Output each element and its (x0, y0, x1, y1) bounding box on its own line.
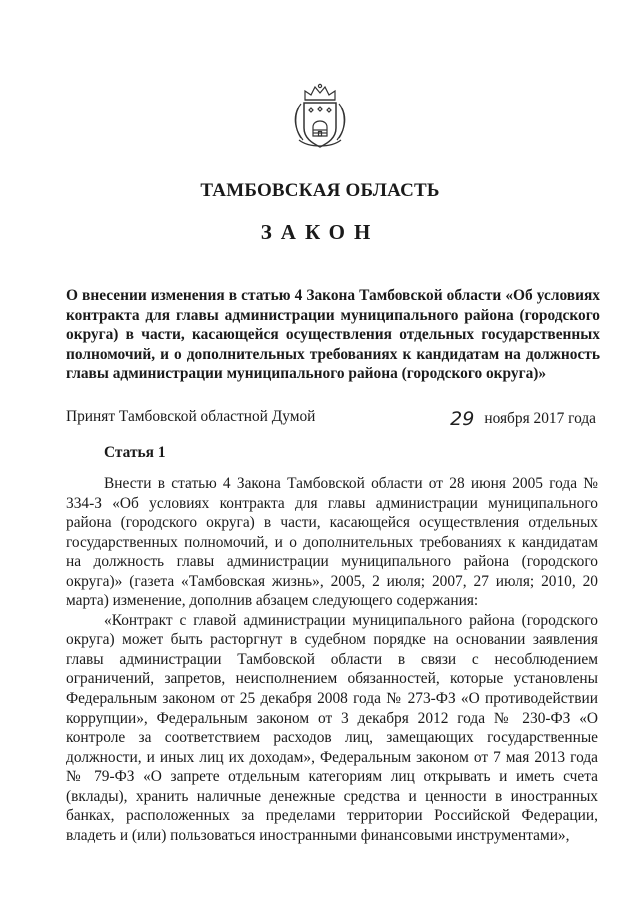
article-paragraph: «Контракт с главой администрации муниципального района (городского округа) может быть расторгнут в судебном порядке на основании заявления главы администрации Тамбовской области в связи с несоблюдением ограничений, запретов, неисполнением обязанностей, которые установлены Федеральным законом от 25 декабря 2008 года № 273-ФЗ «О противодействии коррупции», Федеральным законом от 3 декабря 2012 года № 230-ФЗ «О контроле за соответствием расходов лиц, замещающих государственные должности, и иных лиц их доходам», Федеральным законом от 7 мая 2013 года № 79-ФЗ «О запрете отдельным категориям лиц открывать и иметь счета (вклады), хранить наличные денежные средства и ценности в иностранных банках, расположенных за пределами территории Российской Федерации, владеть и (или) пользоваться иностранными финансовыми инструментами», (66, 611, 598, 844)
article-heading: Статья 1 (104, 444, 166, 461)
article-paragraph: Внести в статью 4 Закона Тамбовской области от 28 июня 2005 года № 334-З «Об условиях контракта для главы администрации муниципального района (городского округа) в части, касающейся осуществления отдельных государственных полномочий, и о дополнительных требованиях к кандидатам на должность главы администрации муниципального района (городского округа)» (газета «Тамбовская жизнь», 2005, 2 июля; 2007, 27 июля; 2010, 20 марта) изменение, дополнив абзацем следующего содержания: (66, 475, 598, 610)
region-heading: ТАМБОВСКАЯ ОБЛАСТЬ (200, 180, 440, 201)
law-title: О внесении изменения в статью 4 Закона Тамбовской области «Об условиях контракта для главы администрации муниципального района (городского округа) в части, касающейся осуществления отдельных государственных полномочий, и о дополнительных требованиях к кандидатам на должность главы администрации муниципального района (городского округа)» (66, 287, 600, 383)
adopted-by-text: Принят Тамбовской областной Думой (66, 408, 316, 425)
coat-of-arms-icon (291, 82, 349, 152)
article-body (66, 474, 598, 845)
adoption-month-year: ноября 2017 года (484, 410, 596, 427)
adoption-date (450, 408, 596, 430)
handwritten-day: 29 (450, 408, 475, 430)
document-type-heading: ЗАКОН (260, 220, 380, 244)
adoption-line (66, 406, 596, 430)
